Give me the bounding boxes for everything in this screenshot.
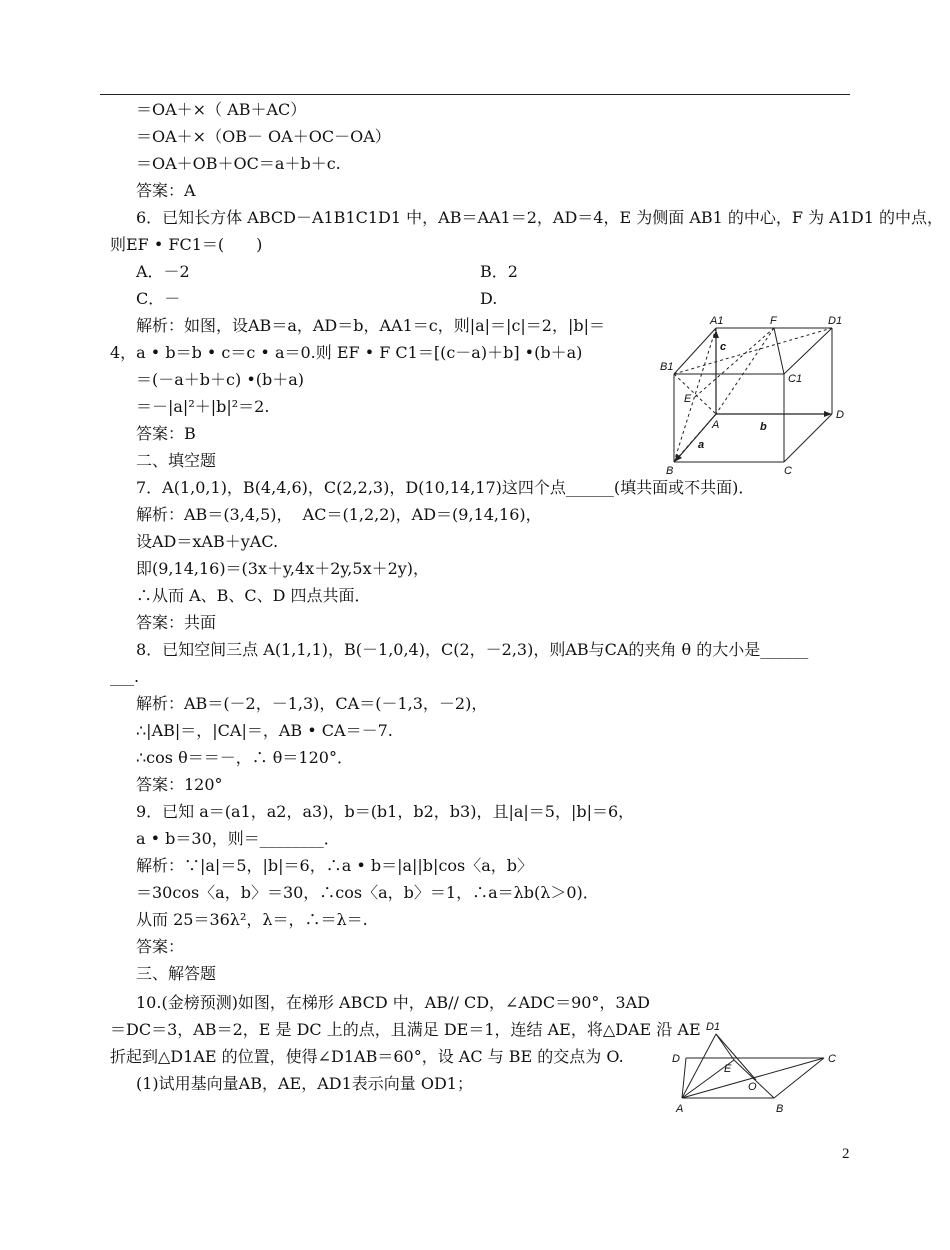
text-line: ＝OA＋×（ AB＋AC） [136, 100, 307, 119]
text-line: a • b＝30，则＝________． [136, 829, 340, 848]
text-line: 则EF • FC1＝( ) [110, 235, 263, 254]
option-b: B．2 [480, 262, 518, 281]
vector-b-label: b [760, 421, 767, 433]
section-heading: 三、解答题 [136, 964, 217, 983]
text-line: 设AD＝xAB＋yAC. [136, 532, 279, 551]
question-8: 8．已知空间三点 A(1,1,1)，B(－1,0,4)，C(2，－2,3)，则AB与CA的夹角 θ 的大小是______ [136, 640, 809, 659]
solution-line: 解析：AB＝(－2，－1,3)，CA＝(－1,3，－2)， [136, 694, 488, 713]
label-E: E [684, 393, 692, 405]
section-heading: 二、填空题 [136, 451, 217, 470]
text-line: ∴|AB|＝，|CA|＝，AB • CA＝－7. [136, 721, 393, 740]
text-line: 折起到△D1AE 的位置，使得∠D1AB＝60°，设 AC 与 BE 的交点为 O. [110, 1047, 624, 1066]
label-F: F [770, 315, 777, 327]
text-line: 4，a • b＝b • c＝c • a＝0.则 EF • F C1＝[(c－a)＋b] •(b＋a) [110, 343, 583, 362]
text-line: 从而 25＝36λ²，λ＝，∴＝λ＝. [136, 910, 368, 929]
label-O: O [748, 1081, 757, 1093]
solution-line: 解析：∵|a|＝5，|b|＝6，∴a • b＝|a||b|cos〈a，b〉 [136, 856, 534, 875]
label-A: A [676, 1103, 684, 1114]
answer-line: 答案：B [136, 424, 196, 443]
text-line: (1)试用基向量AB，AE，AD1表示向量 OD1； [136, 1074, 473, 1093]
vector-a-label: a [698, 439, 705, 451]
question-9: 9．已知 a＝(a1，a2，a3)，b＝(b1，b2，b3)，且|a|＝5，|b|＝6， [136, 802, 635, 821]
label-A: A [712, 419, 720, 431]
question-6: 6．已知长方体 ABCD－A1B1C1D1 中，AB＝AA1＝2，AD＝4，E 为侧面 AB1 的中心，F 为 A1D1 的中点， [136, 208, 944, 227]
label-C: C [828, 1053, 836, 1065]
answer-line: 答案：共面 [136, 613, 217, 632]
cuboid-figure [660, 312, 850, 480]
label-D: D [836, 409, 844, 421]
label-A1: A1 [710, 315, 724, 327]
text-line: ∴从而 A、B、C、D 四点共面． [136, 586, 371, 605]
text-line: ＝OA＋×（OB－ OA＋OC－OA） [136, 127, 391, 146]
solution-line: 解析：如图，设AB＝a，AD＝b，AA1＝c，则|a|＝|c|＝2，|b|＝ [136, 316, 605, 335]
question-7: 7．A(1,0,1)，B(4,4,6)，C(2,2,3)，D(10,14,17)这四个点______(填共面或不共面)． [136, 478, 755, 497]
option-c: C．－ [136, 289, 181, 308]
label-B1: B1 [660, 361, 674, 373]
text-line: 即(9,14,16)＝(3x＋y,4x＋2y,5x＋2y)， [136, 559, 430, 578]
label-C: C [784, 465, 792, 477]
option-d: D. [480, 289, 498, 308]
label-D: D [672, 1053, 680, 1065]
answer-line: 答案：120° [136, 775, 223, 794]
label-C1: C1 [788, 373, 803, 385]
text-line: ___. [110, 667, 140, 686]
vector-c-label: c [720, 341, 727, 353]
text-line: ＝－|a|²＋|b|²＝2. [136, 397, 270, 416]
answer-line: 答案： [136, 937, 185, 956]
trapezoid-figure [668, 1018, 840, 1114]
label-B: B [666, 465, 674, 477]
question-10: 10.(金榜预测)如图，在梯形 ABCD 中，AB// CD，∠ADC＝90°，3AD [136, 993, 650, 1012]
page-number: 2 [842, 1146, 850, 1162]
text-line: ＝30cos〈a，b〉＝30，∴cos〈a，b〉＝1，∴a＝λb(λ＞0)． [136, 883, 599, 902]
option-a: A．－2 [136, 262, 190, 281]
answer-line: 答案：A [136, 181, 196, 200]
label-B: B [776, 1103, 784, 1114]
text-line: ＝(－a＋b＋c) •(b＋a) [136, 370, 305, 389]
text-line: ∴cos θ＝＝－，∴ θ＝120°． [136, 748, 353, 767]
label-D1: D1 [828, 315, 843, 327]
solution-line: 解析：AB＝(3,4,5)， AC＝(1,2,2)，AD＝(9,14,16)， [136, 505, 542, 524]
label-D1: D1 [706, 1021, 721, 1033]
header-rule [100, 94, 850, 95]
label-E: E [724, 1063, 732, 1075]
text-line: ＝OA＋OB＋OC＝a＋b＋c. [136, 154, 341, 173]
text-line: ＝DC＝3，AB＝2，E 是 DC 上的点，且满足 DE＝1，连结 AE，将△DAE 沿 AE [110, 1020, 701, 1039]
